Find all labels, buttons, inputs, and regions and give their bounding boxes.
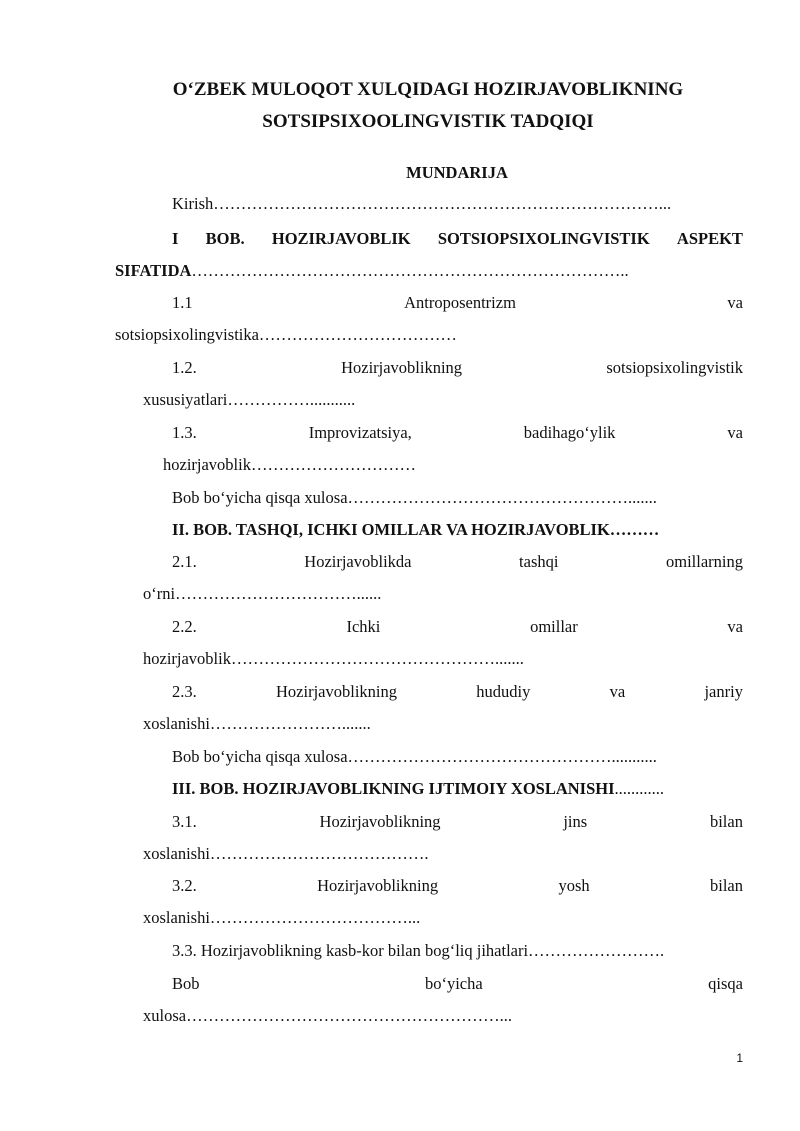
toc-entry-2-1-cont: o‘rni……………………………......: [143, 584, 382, 603]
toc-entry-1-3-cont: hozirjavoblik…………………………: [163, 455, 416, 474]
title-line-1: O‘ZBEK MULOQOT XULQIDAGI HOZIRJAVOBLIKNING: [172, 79, 684, 100]
toc-entry-1-summary: Bob bo‘yicha qisqa xulosa…………………………………………….......: [172, 488, 657, 507]
toc-entry-2-2-cont: hozirjavoblik………………………………………….......: [143, 649, 524, 668]
toc-entry-1-3: 1.3. Improvizatsiya, badihago‘ylik va: [172, 423, 743, 442]
title-line-2: SOTSIPSIXOOLINGVISTIK TADQIQI: [262, 111, 594, 132]
toc-chapter-2-heading: II. BOB. TASHQI, ICHKI OMILLAR VA HOZIRJAVOBLIK………: [172, 520, 660, 539]
toc-chapter-1-heading-cont: SIFATIDA……………………………………………………………………..: [115, 261, 629, 280]
toc-entry-1-2-cont: xususiyatlari……………...........: [143, 390, 356, 409]
toc-entry-3-summary: Bob bo‘yicha qisqa: [172, 974, 743, 993]
toc-heading: MUNDARIJA: [406, 163, 508, 182]
toc-entry-2-3-cont: xoslanishi…………………….......: [143, 714, 371, 733]
toc-entry-3-3: 3.3. Hozirjavoblikning kasb-kor bilan bog‘liq jihatlari…………………….: [172, 941, 665, 960]
toc-entry-kirish: Kirish………………………………………………………………………...: [172, 194, 672, 213]
toc-entry-1-1: 1.1 Antroposentrizm va: [172, 293, 743, 312]
toc-entry-2-3: 2.3. Hozirjavoblikning hududiy va janriy: [172, 682, 743, 701]
toc-entry-1-2: 1.2. Hozirjavoblikning sotsiopsixolingvistik: [172, 358, 743, 377]
toc-entry-3-1-cont: xoslanishi………………………………….: [143, 844, 429, 863]
toc-entry-1-1-cont: sotsiopsixolingvistika………………………………: [115, 325, 457, 344]
toc-entry-3-2-cont: xoslanishi………………………………...: [143, 908, 421, 927]
toc-entry-2-summary: Bob bo‘yicha qisqa xulosa…………………………………………...........: [172, 747, 657, 766]
document-title: [90, 74, 766, 138]
toc-chapter-3-heading: III. BOB. HOZIRJAVOBLIKNING IJTIMOIY XOSLANISHI............: [172, 779, 665, 798]
toc-chapter-1-heading: I BOB. HOZIRJAVOBLIK SOTSIOPSIXOLINGVISTIK ASPEKT: [172, 229, 743, 248]
toc-entry-3-2: 3.2. Hozirjavoblikning yosh bilan: [172, 876, 743, 895]
toc-entry-2-1: 2.1. Hozirjavoblikda tashqi omillarning: [172, 552, 743, 571]
toc-entry-3-1: 3.1. Hozirjavoblikning jins bilan: [172, 812, 743, 831]
page-number: 1: [736, 1051, 743, 1065]
toc-entry-2-2: 2.2. Ichki omillar va: [172, 617, 743, 636]
toc-entry-3-summary-cont: xulosa…………………………………………………...: [143, 1006, 512, 1025]
